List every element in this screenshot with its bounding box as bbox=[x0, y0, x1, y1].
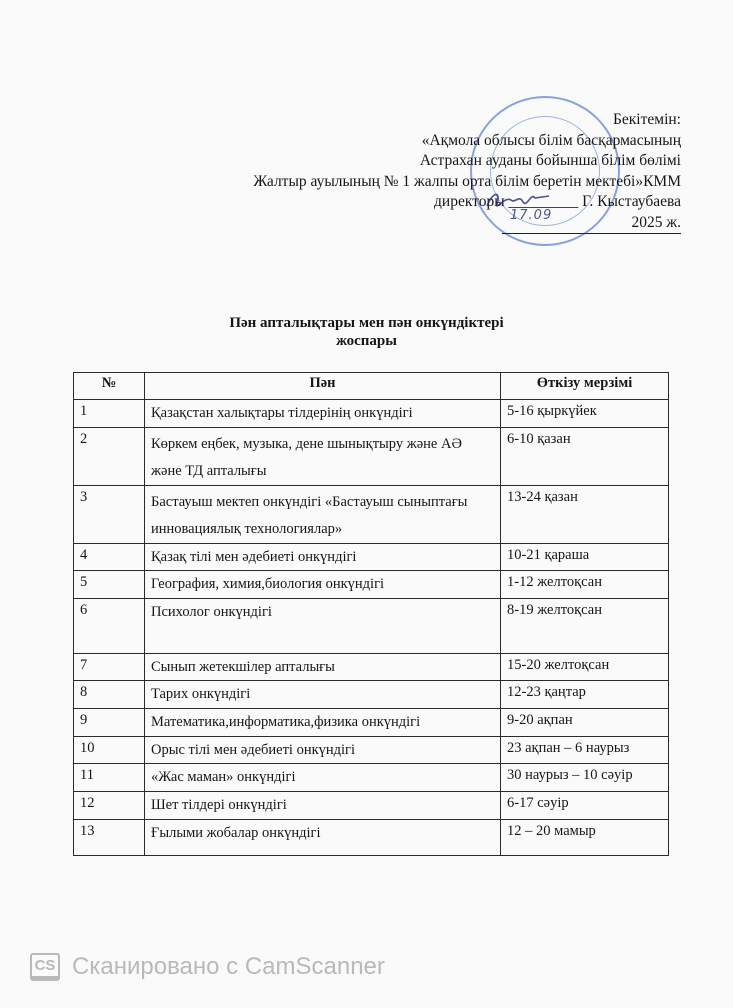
row-number: 10 bbox=[74, 737, 145, 764]
approval-org-line-1: «Ақмола облысы білім басқармасының bbox=[421, 131, 681, 149]
row-subject: Сынып жетекшілер апталығы bbox=[145, 654, 501, 681]
camscanner-logo-icon: CS bbox=[30, 953, 60, 981]
approval-heading: Бекітемін: bbox=[613, 111, 681, 128]
table-row bbox=[74, 599, 669, 654]
approval-org-line-2: Астрахан ауданы бойынша білім бөлімі bbox=[419, 152, 681, 169]
row-number: 11 bbox=[74, 764, 145, 792]
title-line-1: Пән апталықтары мен пән онкүндіктері bbox=[229, 315, 504, 331]
row-period: 6-17 сәуір bbox=[501, 792, 669, 820]
schedule-table bbox=[73, 372, 669, 856]
row-number: 4 bbox=[74, 544, 145, 571]
camscanner-watermark bbox=[30, 953, 385, 981]
handwritten-date: 17.09 bbox=[510, 208, 553, 223]
row-subject: Математика,информатика,физика онкүндігі bbox=[145, 709, 501, 737]
row-number: 1 bbox=[74, 400, 145, 428]
table-row bbox=[74, 764, 669, 792]
header-period: Өткізу мерзімі bbox=[501, 373, 669, 400]
table-row bbox=[74, 544, 669, 571]
table-header-row bbox=[74, 373, 669, 400]
approval-director: директоры _________ Г. Кыстаубаева bbox=[434, 193, 681, 210]
row-number: 7 bbox=[74, 654, 145, 681]
row-period: 13-24 қазан bbox=[501, 486, 669, 544]
row-subject: Тарих онкүндігі bbox=[145, 681, 501, 709]
row-period: 1-12 желтоқсан bbox=[501, 571, 669, 599]
approval-block bbox=[253, 110, 681, 234]
row-period: 6-10 қазан bbox=[501, 428, 669, 486]
table-row bbox=[74, 486, 669, 544]
row-subject: Қазақстан халықтары тілдерінің онкүндігі bbox=[145, 400, 501, 428]
row-number: 3 bbox=[74, 486, 145, 544]
approval-date: 2025 ж. bbox=[502, 213, 681, 235]
row-number: 12 bbox=[74, 792, 145, 820]
watermark-text: Сканировано с CamScanner bbox=[72, 953, 385, 980]
row-subject: География, химия,биология онкүндігі bbox=[145, 571, 501, 599]
row-number: 6 bbox=[74, 599, 145, 654]
table-row bbox=[74, 681, 669, 709]
row-period: 5-16 қыркүйек bbox=[501, 400, 669, 428]
row-subject: «Жас маман» онкүндігі bbox=[145, 764, 501, 792]
table-row bbox=[74, 571, 669, 599]
approval-org-line-3: Жалтыр ауылының № 1 жалпы орта білім беретін мектебі»КММ bbox=[253, 172, 681, 190]
title-line-2: жоспары bbox=[336, 333, 397, 349]
row-subject: Қазақ тілі мен әдебиеті онкүндігі bbox=[145, 544, 501, 571]
row-subject: Ғылыми жобалар онкүндігі bbox=[145, 820, 501, 856]
table-row bbox=[74, 654, 669, 681]
table-row bbox=[74, 820, 669, 856]
row-period: 12-23 қаңтар bbox=[501, 681, 669, 709]
row-period: 12 – 20 мамыр bbox=[501, 820, 669, 856]
row-period: 15-20 желтоқсан bbox=[501, 654, 669, 681]
table-row bbox=[74, 400, 669, 428]
header-subject: Пән bbox=[145, 373, 501, 400]
row-number: 9 bbox=[74, 709, 145, 737]
row-number: 13 bbox=[74, 820, 145, 856]
document-title bbox=[0, 314, 733, 350]
row-subject: Көркем еңбек, музыка, дене шынықтыру және АӘ және ТД апталығы bbox=[145, 428, 501, 486]
table-row bbox=[74, 709, 669, 737]
table-row bbox=[74, 428, 669, 486]
row-number: 5 bbox=[74, 571, 145, 599]
row-period: 8-19 желтоқсан bbox=[501, 599, 669, 654]
row-period: 9-20 ақпан bbox=[501, 709, 669, 737]
row-period: 30 наурыз – 10 сәуір bbox=[501, 764, 669, 792]
row-subject: Бастауыш мектеп онкүндігі «Бастауыш сыныптағы инновациялық технологиялар» bbox=[145, 486, 501, 544]
row-number: 2 bbox=[74, 428, 145, 486]
table-row bbox=[74, 737, 669, 764]
table-row bbox=[74, 792, 669, 820]
row-subject: Психолог онкүндігі bbox=[145, 599, 501, 654]
row-period: 10-21 қараша bbox=[501, 544, 669, 571]
row-subject: Орыс тілі мен әдебиеті онкүндігі bbox=[145, 737, 501, 764]
header-number: № bbox=[74, 373, 145, 400]
row-number: 8 bbox=[74, 681, 145, 709]
row-subject: Шет тілдері онкүндігі bbox=[145, 792, 501, 820]
row-period: 23 ақпан – 6 наурыз bbox=[501, 737, 669, 764]
